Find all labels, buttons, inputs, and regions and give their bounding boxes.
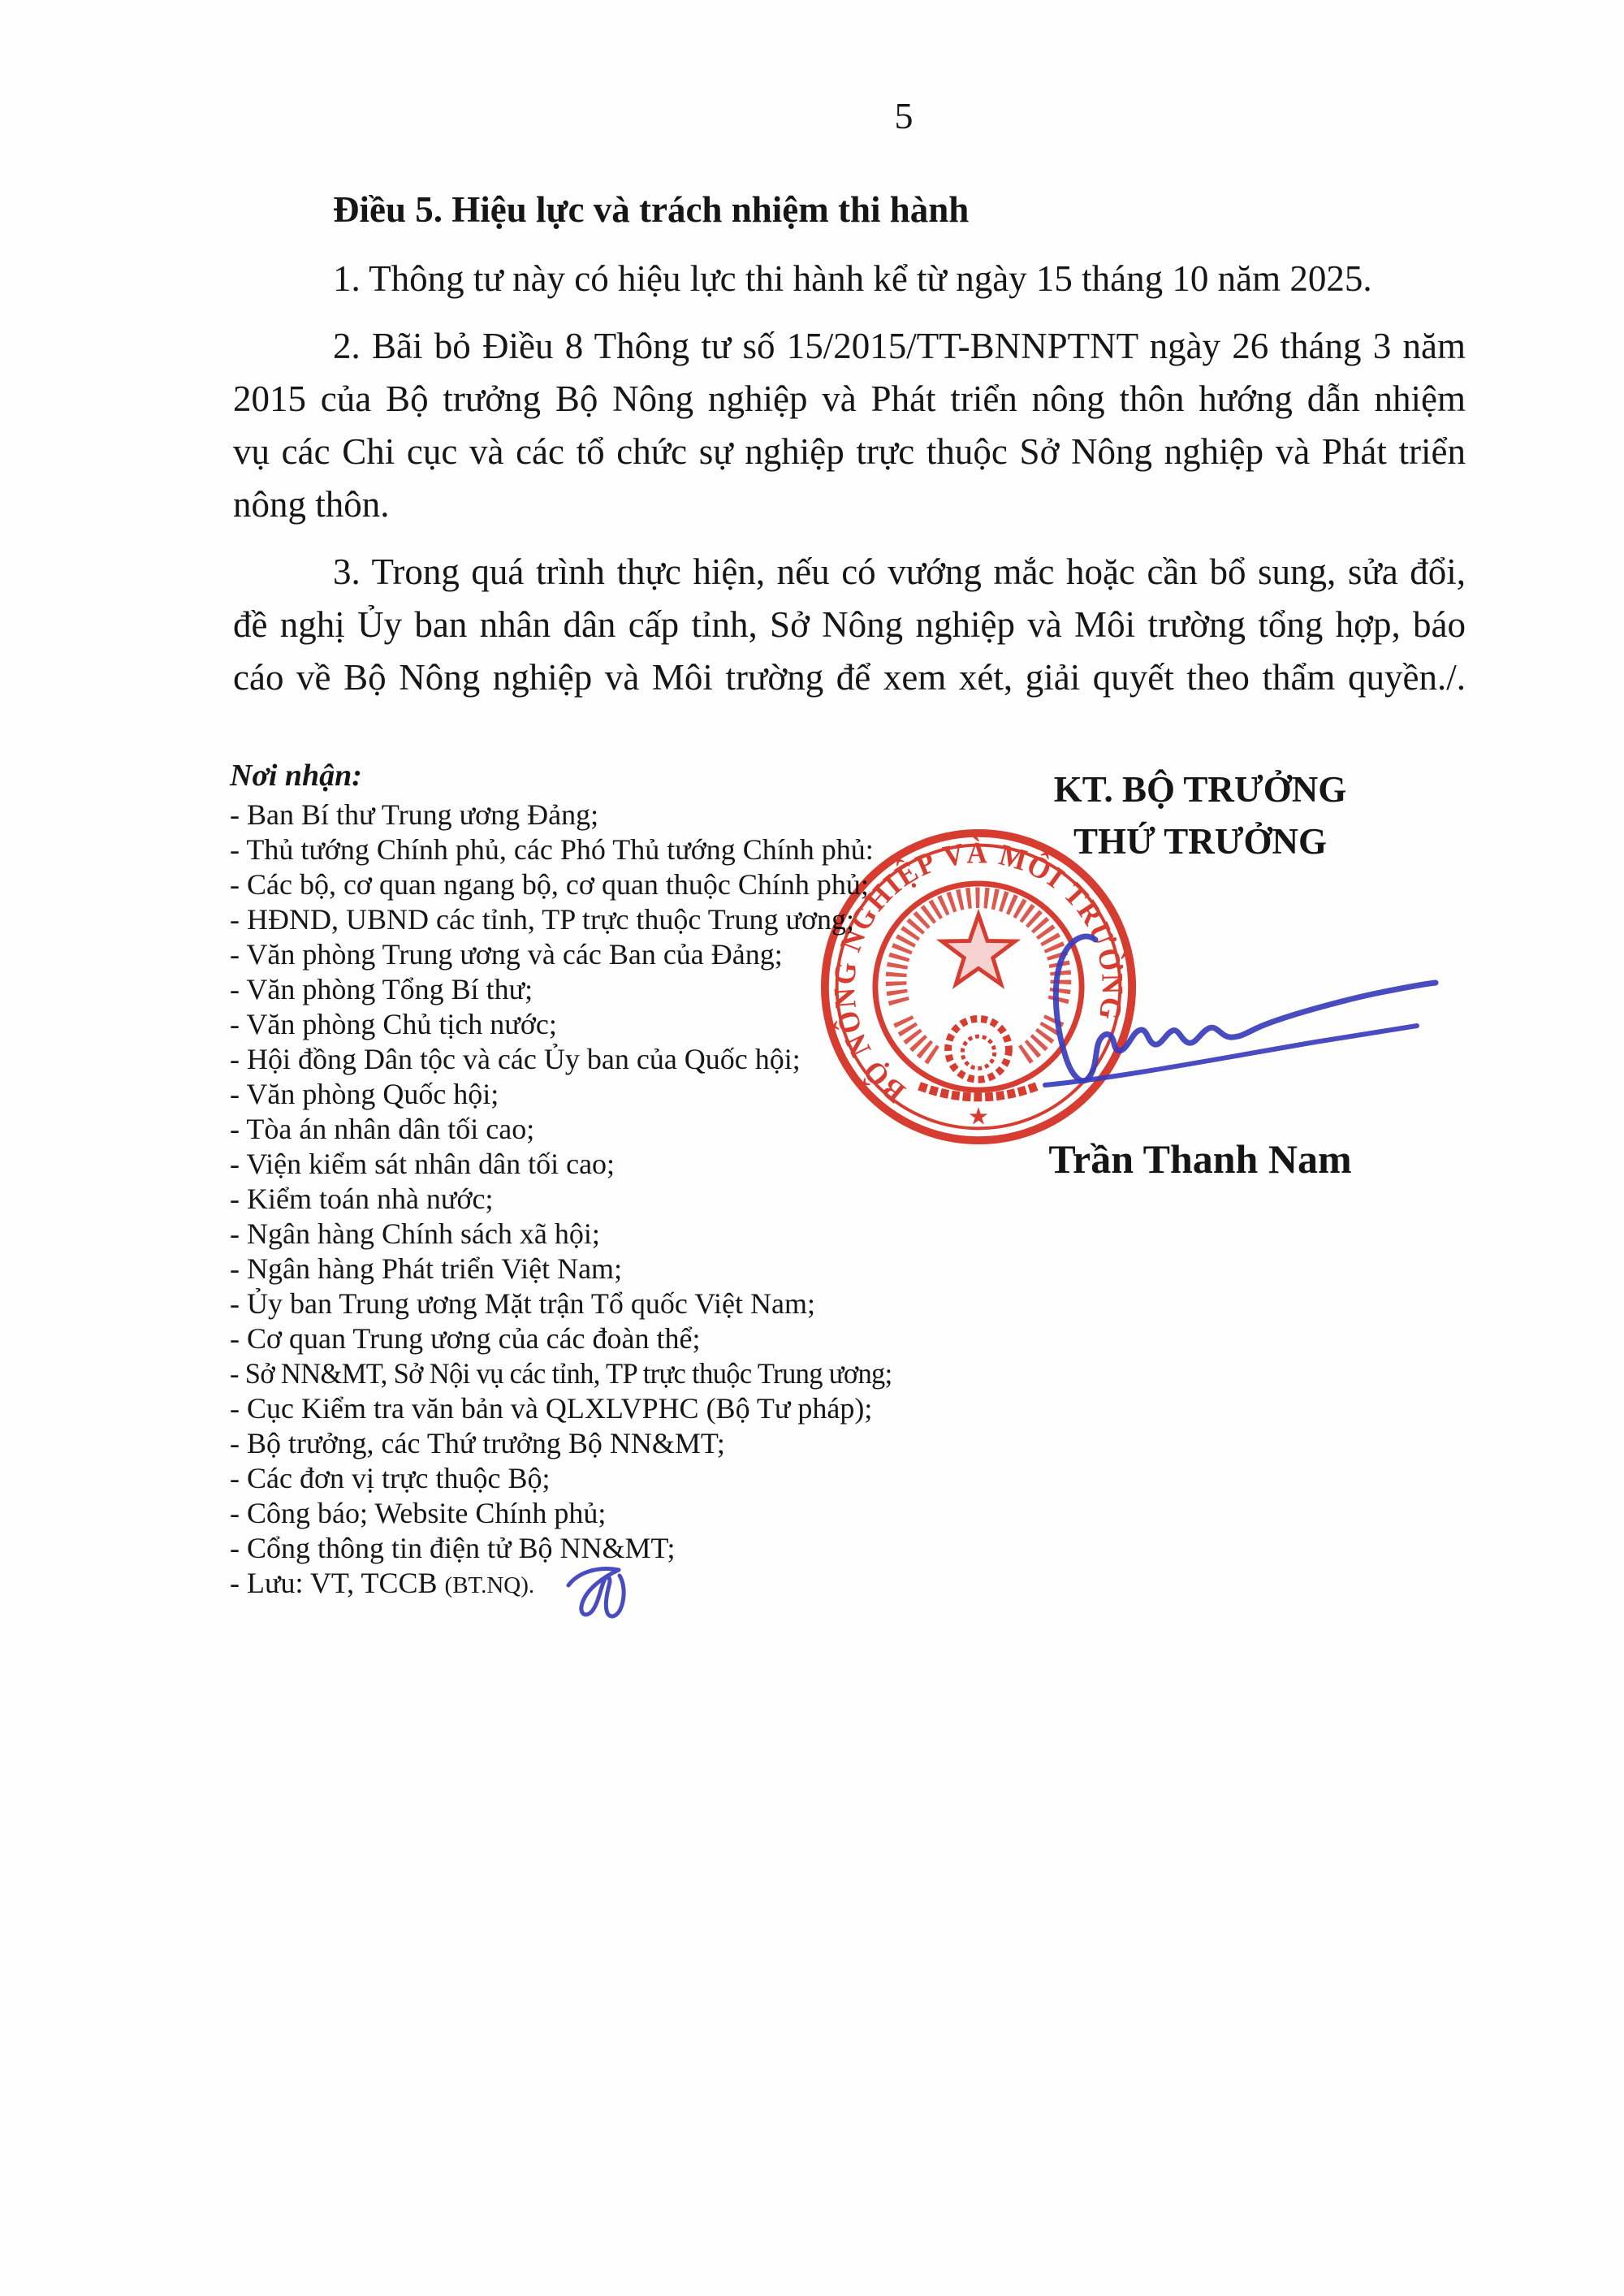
recipient-item: - Văn phòng Trung ương và các Ban của Đảng; [230, 938, 783, 971]
recipient-item: - Cục Kiểm tra văn bản và QLXLVPHC (Bộ Tư pháp); [230, 1392, 873, 1425]
article-heading: Điều 5. Hiệu lực và trách nhiệm thi hành [333, 189, 970, 230]
text-line: 2015 của Bộ trưởng Bộ Nông nghiệp và Phát triển nông thôn hướng dẫn nhiệm [233, 378, 1466, 419]
recipient-item: - Hội đồng Dân tộc và các Ủy ban của Quốc hội; [230, 1043, 801, 1075]
text-line: 3. Trong quá trình thực hiện, nếu có vướng mắc hoặc cần bổ sung, sửa đổi, [333, 551, 1466, 592]
text-line: cáo về Bộ Nông nghiệp và Môi trường để xem xét, giải quyết theo thẩm quyền./. [233, 657, 1466, 698]
recipient-item: - Ngân hàng Phát triển Việt Nam; [230, 1252, 623, 1285]
recipient-item: - Văn phòng Tổng Bí thư; [230, 973, 533, 1005]
recipient-item: - Các bộ, cơ quan ngang bộ, cơ quan thuộc Chính phủ; [230, 868, 869, 901]
recipient-item: - Ban Bí thư Trung ương Đảng; [230, 798, 599, 831]
recipient-item: - Sở NN&MT, Sở Nội vụ các tỉnh, TP trực thuộc Trung ương; [230, 1357, 892, 1390]
paragraph-3 [233, 546, 1466, 704]
emblem-star-icon [942, 915, 1015, 984]
recipient-item: - Công báo; Website Chính phủ; [230, 1497, 607, 1529]
recipient-item: - Viện kiểm sát nhân dân tối cao; [230, 1148, 615, 1180]
recipient-item: - Bộ trưởng, các Thứ trưởng Bộ NN&MT; [230, 1427, 725, 1459]
seal-bottom-star: ★ [967, 1104, 990, 1131]
emblem-wreath-segment [902, 1018, 933, 1055]
luu-label: - Lưu: VT, TCCB [230, 1567, 445, 1599]
clerk-initials [560, 1558, 641, 1631]
paragraph-2 [233, 320, 1466, 531]
signature-main-stroke [1056, 936, 1436, 1081]
minister-signature [1007, 910, 1462, 1105]
paragraph-1 [233, 253, 1466, 305]
text-line: 2. Bãi bỏ Điều 8 Thông tư số 15/2015/TT-BNNPTNT ngày 26 tháng 3 năm [333, 326, 1466, 366]
recipient-item: - Các đơn vị trực thuộc Bộ; [230, 1462, 551, 1494]
recipient-item: - Cổng thông tin điện tử Bộ NN&MT; [230, 1532, 676, 1564]
text-line: 1. Thông tư này có hiệu lực thi hành kể từ ngày 15 tháng 10 năm 2025. [333, 258, 1372, 299]
deputy-title: THỨ TRƯỞNG [1073, 821, 1328, 862]
recipient-item: - Thủ tướng Chính phủ, các Phó Thủ tướng Chính phủ: [230, 833, 874, 866]
text-line: nông thôn. [233, 484, 390, 525]
text-line: vụ các Chi cục và các tổ chức sự nghiệp trực thuộc Sở Nông nghiệp và Phát triển [233, 431, 1466, 472]
recipient-item: - Tòa án nhân dân tối cao; [230, 1113, 535, 1145]
recipient-item: - Văn phòng Chủ tịch nước; [230, 1008, 557, 1040]
recipient-item: - Văn phòng Quốc hội; [230, 1078, 499, 1110]
recipient-item: - Ngân hàng Chính sách xã hội; [230, 1217, 600, 1250]
recipient-item: - Kiểm toán nhà nước; [230, 1183, 494, 1215]
authority-title: KT. BỘ TRƯỞNG [1053, 769, 1347, 810]
recipient-item: - HĐND, UBND các tỉnh, TP trực thuộc Trung ương; [230, 903, 855, 936]
recipient-item: - Cơ quan Trung ương của các đoàn thể; [230, 1322, 701, 1355]
seal-circular-text: BỘ NÔNG NGHIỆP VÀ MÔI TRƯỜNG [827, 837, 1129, 1109]
emblem-cogwheel-inner [962, 1036, 994, 1068]
recipient-item: - Ủy ban Trung ương Mặt trận Tổ quốc Việt Nam; [230, 1287, 816, 1320]
article-body [233, 184, 1466, 719]
signer-name: Trần Thanh Nam [1048, 1136, 1352, 1182]
luu-note: (BT.NQ). [444, 1572, 535, 1598]
page-number: 5 [894, 95, 914, 136]
recipients-heading: Nơi nhận: [230, 759, 362, 793]
initials-stroke [568, 1569, 624, 1617]
text-line: đề nghị Ủy ban nhân dân cấp tỉnh, Sở Nông nghiệp và Môi trường tổng hợp, báo [233, 604, 1466, 645]
emblem-cogwheel [948, 1018, 1009, 1079]
